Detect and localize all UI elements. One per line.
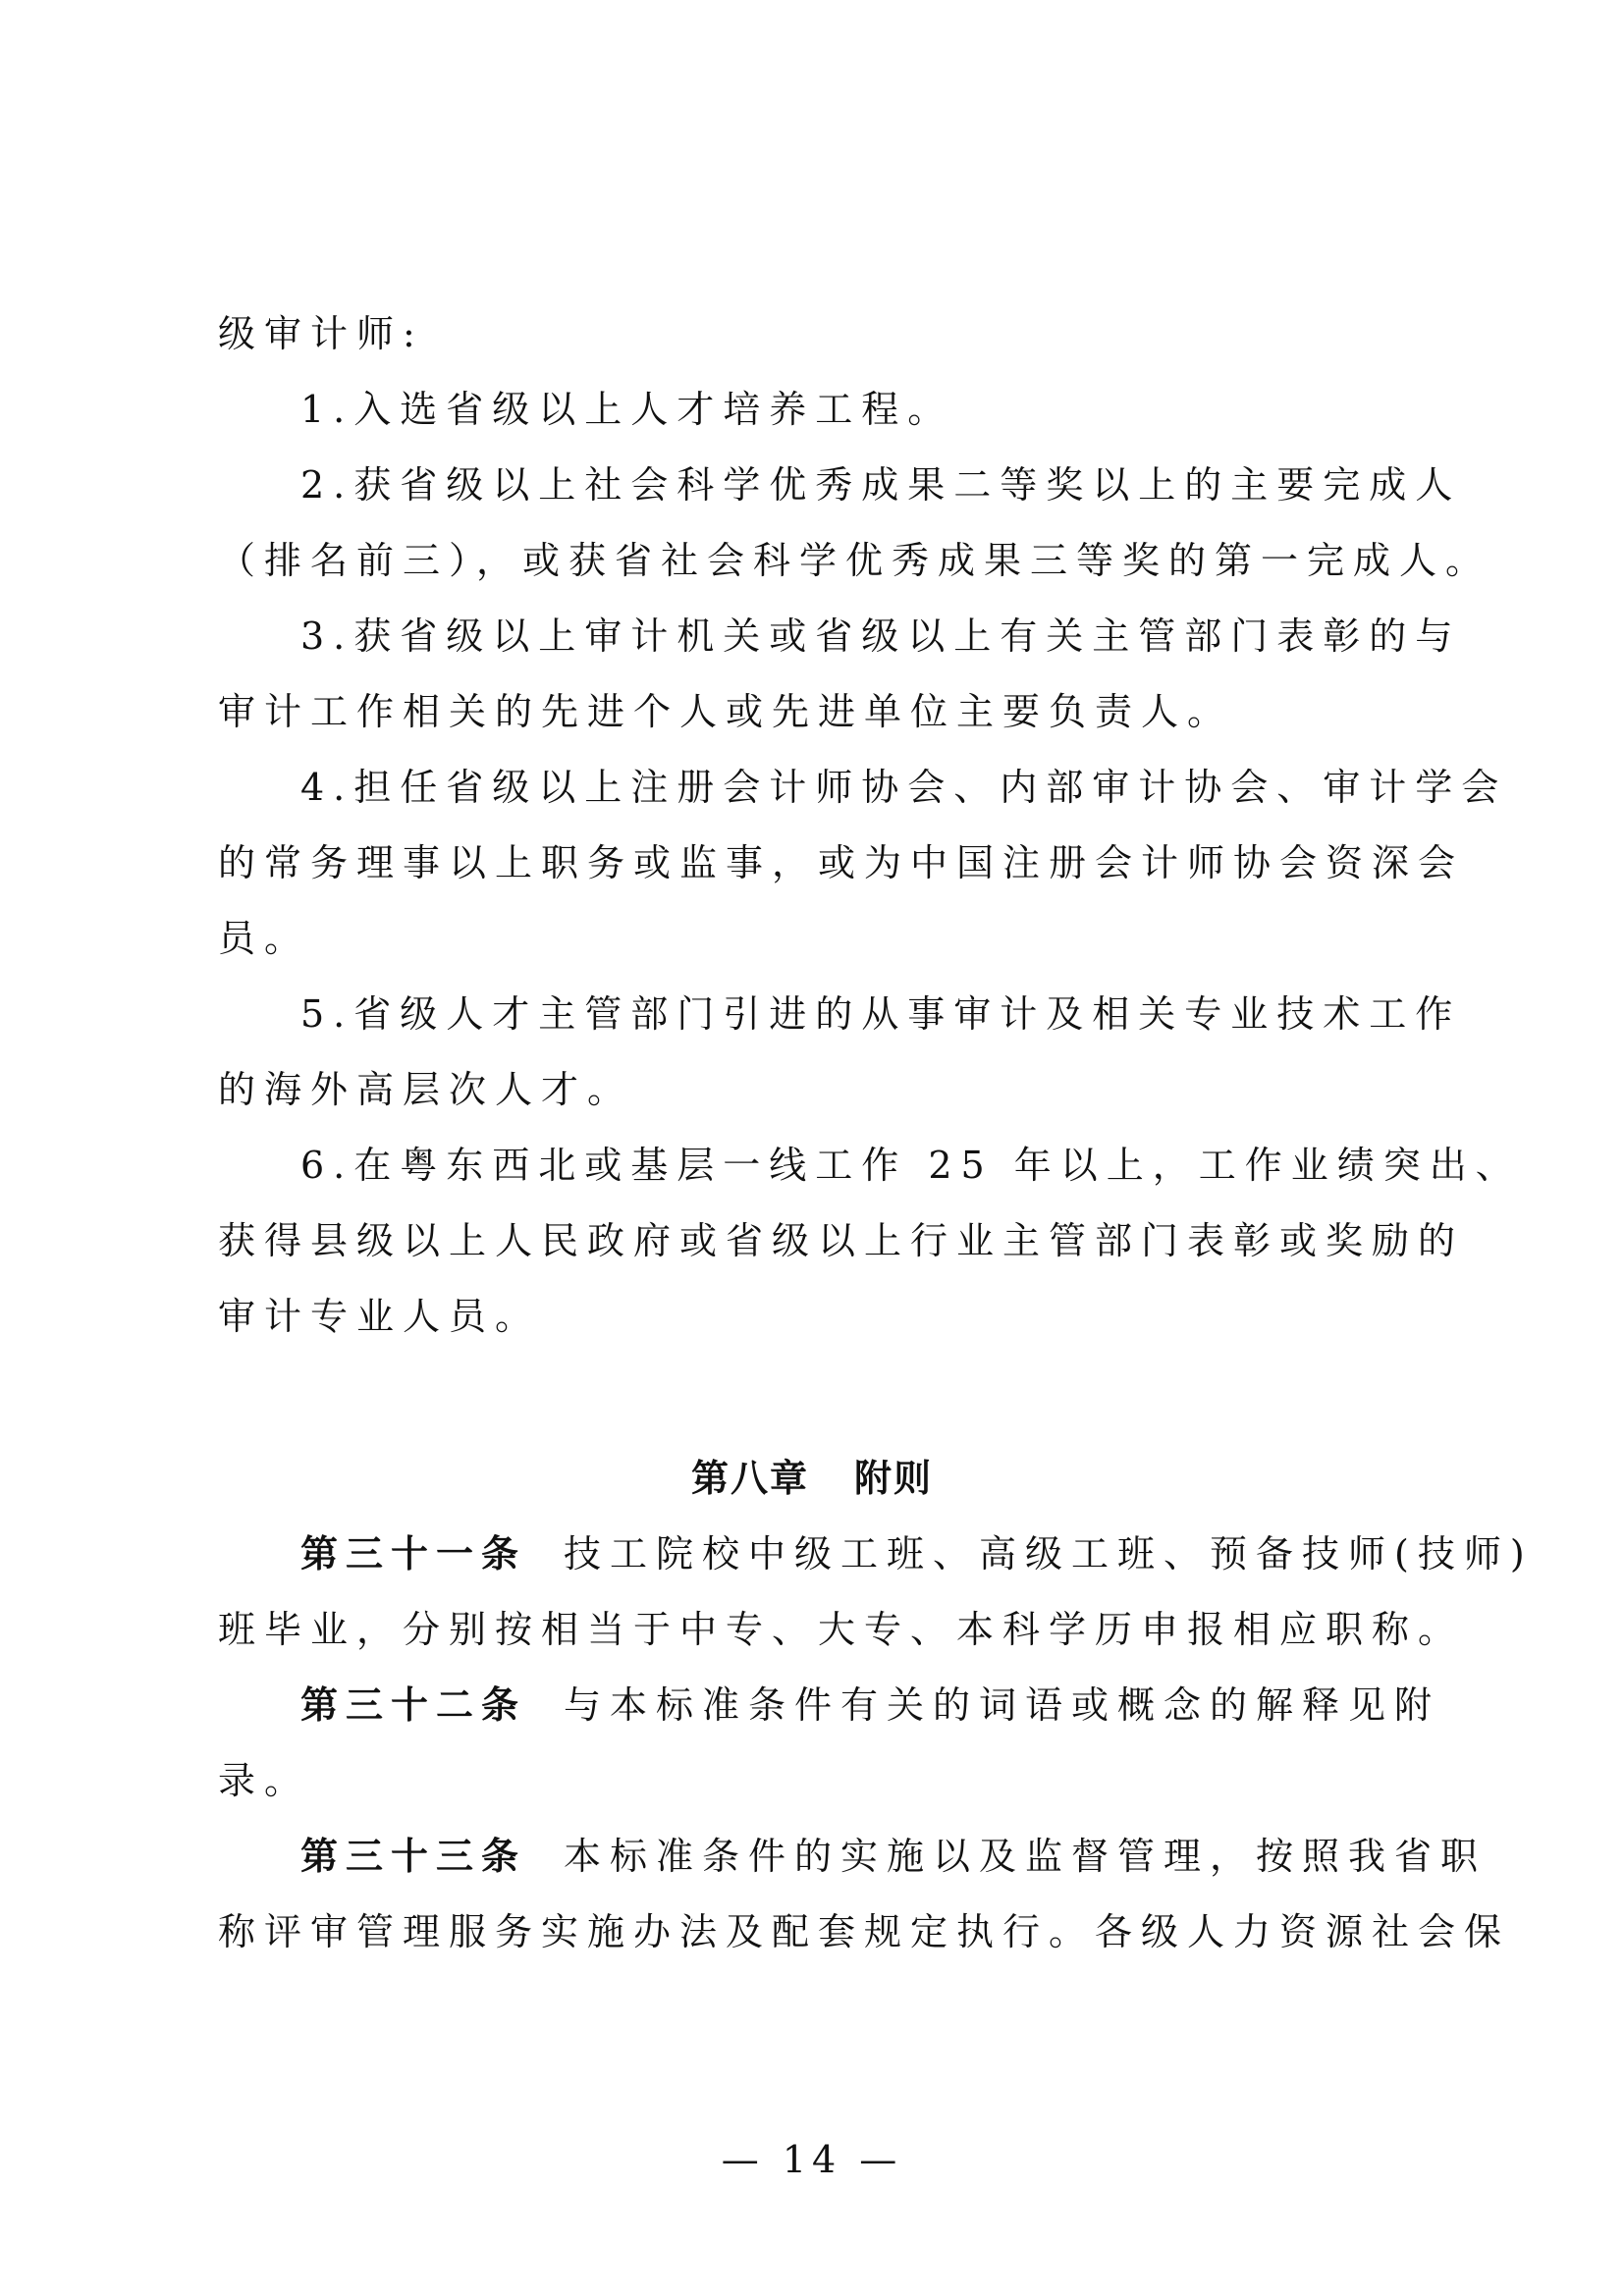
list-item-6: 6.在粤东西北或基层一线工作 25 年以上，工作业绩突出、	[300, 1144, 1522, 1187]
chapter-heading	[0, 1455, 1624, 1502]
article-label: 第三十一条	[300, 1532, 527, 1575]
list-item-5: 5.省级人才主管部门引进的从事审计及相关专业技术工作	[300, 992, 1462, 1036]
article-text: 本标准条件的实施以及监督管理，按照我省职	[564, 1835, 1488, 1878]
list-item-4-cont: 的常务理事以上职务或监事，或为中国注册会计师协会资深会	[218, 841, 1465, 884]
list-item-3: 3.获省级以上审计机关或省级以上有关主管部门表彰的与	[300, 614, 1462, 658]
article-text: 技工院校中级工班、高级工班、预备技师(技师)	[564, 1532, 1534, 1575]
chapter-title: 附则	[854, 1457, 934, 1500]
article-32	[300, 1682, 1441, 1729]
chapter-number: 第八章	[690, 1457, 809, 1500]
list-item-3-cont: 审计工作相关的先进个人或先进单位主要负责人。	[218, 690, 1234, 733]
paragraph-line: 级审计师:	[218, 312, 424, 355]
article-31-cont: 班毕业，分别按相当于中专、大专、本科学历申报相应职称。	[218, 1608, 1465, 1651]
article-32-cont: 录。	[218, 1759, 311, 1802]
list-item-4: 4.担任省级以上注册会计师协会、内部审计协会、审计学会	[300, 766, 1508, 809]
page-number: — 14 —	[721, 2138, 903, 2181]
article-33	[300, 1833, 1488, 1880]
article-31	[300, 1530, 1534, 1577]
article-33-cont: 称评审管理服务实施办法及配套规定执行。各级人力资源社会保	[218, 1910, 1511, 1953]
list-item-2-cont: （排名前三），或获省社会科学优秀成果三等奖的第一完成人。	[218, 539, 1492, 582]
list-item-1: 1.入选省级以上人才培养工程。	[300, 388, 954, 431]
list-item-6-cont: 获得县级以上人民政府或省级以上行业主管部门表彰或奖励的	[218, 1219, 1465, 1262]
list-item-4-cont2: 员。	[218, 917, 311, 960]
list-item-6-cont2: 审计专业人员。	[218, 1295, 542, 1338]
list-item-2: 2.获省级以上社会科学优秀成果二等奖以上的主要完成人	[300, 463, 1462, 507]
article-text: 与本标准条件有关的词语或概念的解释见附	[564, 1683, 1441, 1727]
article-label: 第三十二条	[300, 1683, 527, 1727]
article-label: 第三十三条	[300, 1835, 527, 1878]
list-item-5-cont: 的海外高层次人才。	[218, 1068, 634, 1111]
